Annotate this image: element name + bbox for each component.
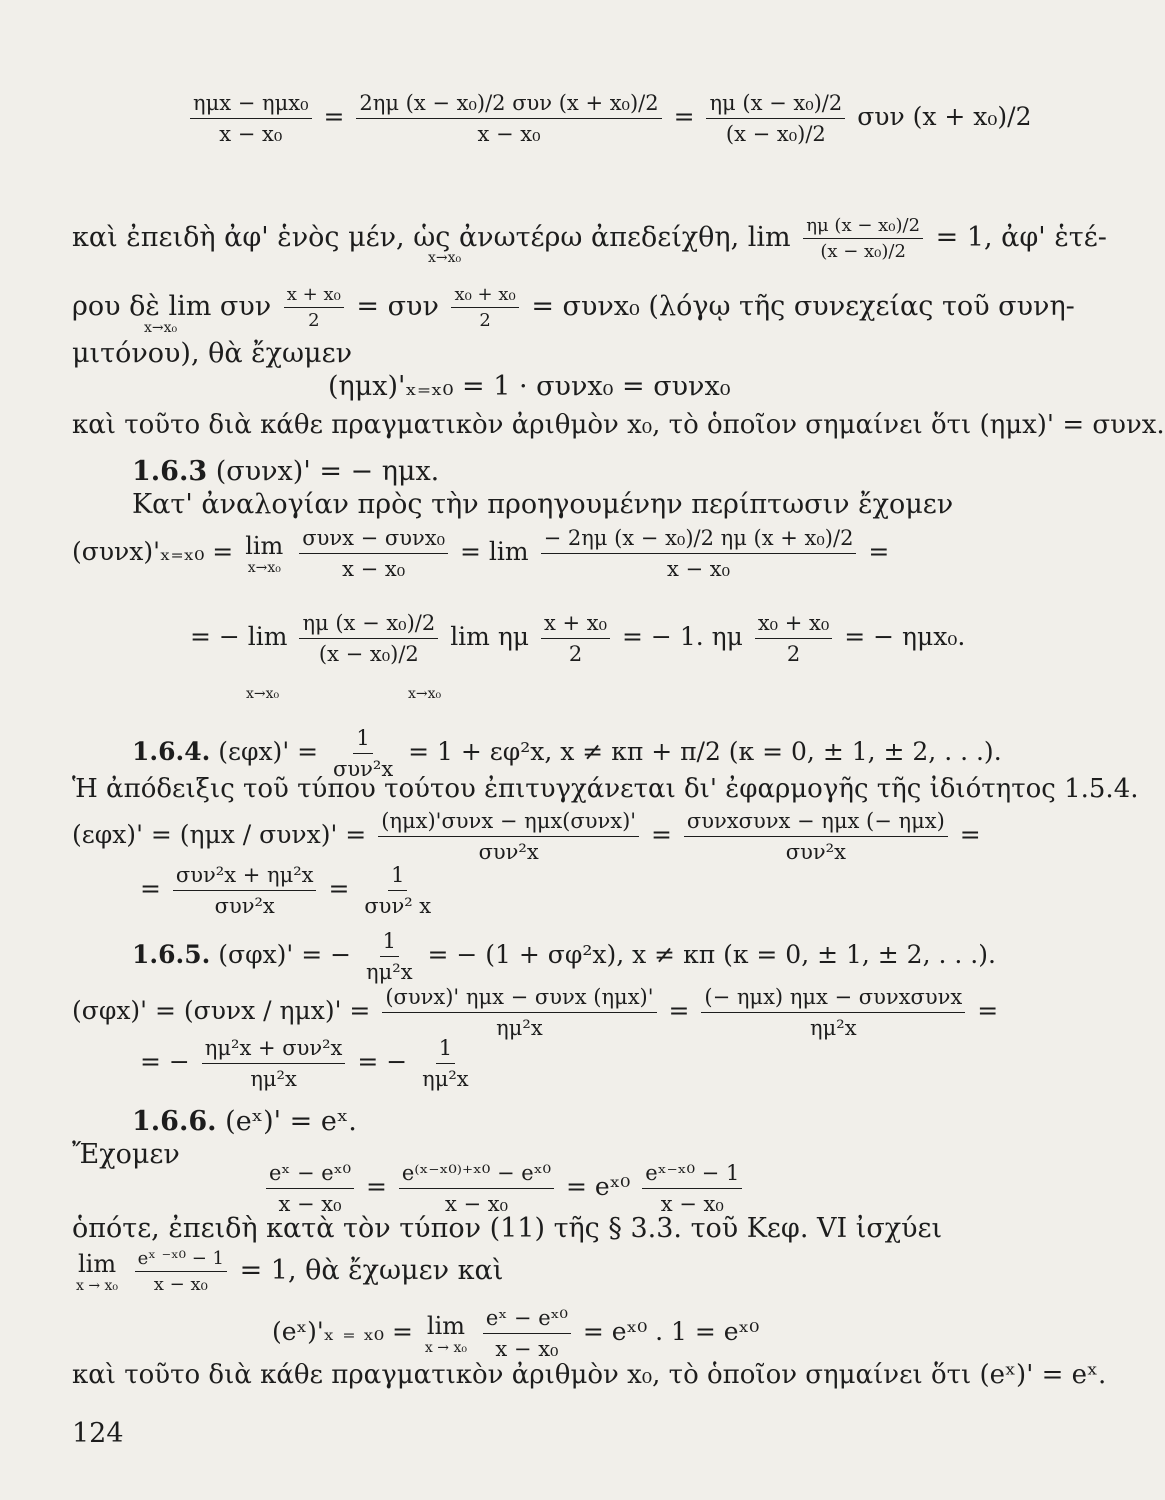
equation-derivative-cosine	[72, 525, 889, 582]
equals-sign: =	[673, 102, 695, 131]
numerator: συνx − συνx₀	[299, 525, 448, 554]
equals-sign: =	[140, 874, 161, 903]
fraction	[706, 90, 845, 147]
equation-derivative-cotangent-continued	[140, 1035, 476, 1092]
equals-sign: =	[668, 996, 690, 1025]
equation-derivative-cotangent	[72, 984, 998, 1041]
denominator: ημ²x	[496, 1016, 543, 1040]
denominator: x − x₀	[477, 122, 541, 146]
numerator: 1	[353, 725, 372, 754]
denominator: (x − x₀)/2	[318, 642, 419, 666]
numerator: ημ²x + συν²x	[202, 1035, 346, 1064]
section-formula: (σφx)' = −	[218, 940, 352, 969]
fraction	[284, 284, 344, 331]
denominator: ημ²x	[366, 960, 413, 984]
equals-sign: =	[977, 996, 999, 1025]
denominator: 2	[308, 310, 320, 331]
equation-derivative-tangent	[72, 808, 981, 865]
text: καὶ ἐπειδὴ ἀφ' ἑνὸς μέν, ὡς ἀνωτέρω ἀπεδείχθη, lim	[72, 222, 791, 253]
denominator: συν²x	[333, 757, 394, 781]
numerator: (− ημx) ημx − συνxσυνx	[701, 984, 965, 1013]
denominator: 2	[568, 642, 583, 666]
text-line: Ἔχομεν	[72, 1139, 180, 1170]
denominator: συν² x	[364, 894, 432, 918]
lhs: (eˣ)'ₓ ₌ ₓ₀ =	[272, 1317, 413, 1346]
cosine-factor: συν (x + x₀)/2	[857, 102, 1032, 131]
numerator: 1	[380, 928, 399, 957]
limit-word: lim	[245, 531, 284, 560]
numerator: eˣ − eˣ⁰	[266, 1160, 354, 1189]
limit-subscript: x→x₀	[246, 686, 280, 702]
numerator: 1	[388, 862, 407, 891]
text: = 1, ἀφ' ἑτέ-	[935, 222, 1107, 253]
numerator: ημ (x − x₀)/2	[299, 610, 438, 639]
fraction	[299, 610, 438, 667]
equals-sign: =	[959, 820, 981, 849]
lhs: (συνx)'ₓ₌ₓ₀ =	[72, 537, 234, 566]
equals-sign: =	[651, 820, 672, 849]
text: = − ημx₀.	[844, 622, 966, 651]
text: = − 1. ημ	[622, 622, 743, 651]
denominator: x − x₀	[660, 1192, 724, 1216]
limit-subscript: x→x₀	[247, 559, 281, 576]
text-line: Ἡ ἀπόδειξις τοῦ τύπου τούτου ἐπιτυγχάνεται δι' ἐφαρμογῆς τῆς ἰδιότητος 1.5.4.	[72, 774, 1139, 804]
denominator: (x − x₀)/2	[725, 122, 826, 146]
section-formula: (εφx)' =	[218, 737, 319, 766]
section-formula: (συνx)' = − ημx.	[215, 456, 440, 487]
lhs: (σφx)' = (συνx / ημx)' =	[72, 996, 371, 1025]
text-line: ὁπότε, ἐπειδὴ κατὰ τὸν τύπον (11) τῆς § 3.3. τοῦ Κεφ. VI ἰσχύει	[72, 1213, 943, 1244]
denominator: x − x₀	[153, 1274, 208, 1295]
numerator: ημ (x − x₀)/2	[803, 215, 923, 239]
numerator: x + x₀	[284, 284, 344, 308]
text: = 1, θὰ ἔχωμεν καὶ	[239, 1255, 504, 1286]
equals-sign: = −	[357, 1047, 408, 1076]
equals-sign: =	[365, 1172, 387, 1201]
fraction	[684, 808, 948, 865]
denominator: συν²x	[214, 894, 275, 918]
section-formula: = − (1 + σφ²x), x ≠ κπ (κ = 0, ± 1, ± 2, . . .).	[427, 940, 996, 969]
denominator: ημ²x	[250, 1067, 297, 1091]
denominator: 2	[786, 642, 801, 666]
numerator: ημ (x − x₀)/2	[706, 90, 845, 119]
numerator: eˣ⁻ˣ⁰ − 1	[642, 1160, 742, 1189]
section-heading	[132, 1105, 357, 1139]
limit-subscript: x→x₀	[408, 686, 442, 702]
fraction	[202, 1035, 346, 1092]
text-line	[72, 215, 1107, 262]
section-formula: = 1 + εφ²x, x ≠ κπ + π/2 (κ = 0, ± 1, ± 2, . . .).	[408, 737, 1002, 766]
limit-subscript: x→x₀	[428, 250, 462, 266]
section-heading	[132, 928, 996, 985]
numerator: 2ημ (x − x₀)/2 συν (x + x₀)/2	[356, 90, 661, 119]
section-formula: (eˣ)' = eˣ.	[225, 1106, 357, 1137]
equals-sign: =	[323, 102, 345, 131]
limit	[425, 1312, 467, 1356]
limit	[76, 1250, 118, 1294]
text-line	[72, 1248, 503, 1295]
limit	[245, 532, 283, 576]
numerator: x₀ + x₀	[451, 284, 518, 308]
text: = lim	[460, 537, 529, 566]
fraction	[382, 984, 656, 1041]
equals-sign: = −	[140, 1047, 190, 1076]
fraction	[190, 90, 312, 147]
lhs: (εφx)' = (ημx / συνx)' =	[72, 820, 367, 849]
limit-subscript: x → x₀	[76, 1277, 119, 1294]
text: = − lim	[190, 622, 288, 651]
fraction	[419, 1035, 472, 1092]
numerator: συνxσυνx − ημx (− ημx)	[684, 808, 948, 837]
numerator: x₀ + x₀	[755, 610, 832, 639]
text: = συν	[356, 291, 439, 322]
denominator: x − x₀	[219, 122, 283, 146]
fraction	[541, 525, 857, 582]
section-number: 1.6.3	[132, 456, 208, 487]
numerator: συν²x + ημ²x	[173, 862, 317, 891]
fraction	[299, 525, 448, 582]
fraction	[483, 1305, 571, 1362]
text-line: Κατ' ἀναλογίαν πρὸς τὴν προηγουμένην περίπτωσιν ἔχομεν	[132, 489, 954, 520]
numerator: eˣ ⁻ˣ⁰ − 1	[135, 1248, 227, 1272]
numerator: ημx − ημx₀	[190, 90, 312, 119]
fraction	[803, 215, 923, 262]
limit-word: lim	[77, 1249, 117, 1278]
fraction	[363, 928, 416, 985]
numerator: eˣ − eˣ⁰	[483, 1305, 571, 1334]
numerator: x + x₀	[541, 610, 610, 639]
denominator: x − x₀	[666, 557, 731, 581]
equation-derivative-exponential	[272, 1305, 759, 1362]
text: = eˣ⁰ . 1 = eˣ⁰	[582, 1317, 760, 1346]
fraction	[173, 862, 317, 919]
numerator: (ημx)'συνx − ημx(συνx)'	[378, 808, 639, 837]
denominator: x − x₀	[278, 1192, 342, 1216]
denominator: ημ²x	[422, 1067, 469, 1091]
equation-derivative-tangent-continued	[140, 862, 438, 919]
denominator: συν²x	[785, 840, 846, 864]
denominator: (x − x₀)/2	[820, 241, 906, 262]
denominator: x − x₀	[495, 1337, 559, 1361]
limit-word: lim	[426, 1311, 465, 1340]
fraction	[451, 284, 518, 331]
text: = eˣ⁰	[566, 1172, 631, 1201]
numerator: − 2ημ (x − x₀)/2 ημ (x + x₀)/2	[541, 525, 857, 554]
fraction	[642, 1160, 742, 1217]
equation-derivative-sine: (ημx)'ₓ₌ₓ₀ = 1 · συνx₀ = συνx₀	[328, 371, 731, 402]
denominator: 2	[479, 310, 491, 331]
numerator: e⁽ˣ⁻ˣ⁰⁾⁺ˣ⁰ − eˣ⁰	[399, 1160, 554, 1189]
fraction	[356, 90, 661, 147]
denominator: συν²x	[478, 840, 539, 864]
section-heading	[132, 455, 439, 489]
text-line	[72, 284, 1075, 331]
fraction	[701, 984, 965, 1041]
fraction	[135, 1248, 227, 1295]
fraction	[399, 1160, 554, 1217]
denominator: ημ²x	[810, 1016, 857, 1040]
text-line: καὶ τοῦτο διὰ κάθε πραγματικὸν ἀριθμὸν x₀, τὸ ὁποῖον σημαίνει ὅτι (eˣ)' = eˣ.	[72, 1360, 1107, 1390]
equals-sign: =	[868, 537, 890, 566]
fraction	[755, 610, 832, 667]
fraction	[361, 862, 434, 919]
limit-subscript: x → x₀	[424, 1339, 467, 1356]
equation-exponential-quotient	[262, 1160, 746, 1217]
section-number: 1.6.5.	[132, 940, 211, 969]
text: = συνx₀ (λόγῳ τῆς συνεχείας τοῦ συνη-	[531, 291, 1075, 322]
numerator: (συνx)' ημx − συνx (ημx)'	[382, 984, 656, 1013]
limit-subscript: x→x₀	[144, 320, 178, 336]
text-line: καὶ τοῦτο διὰ κάθε πραγματικὸν ἀριθμὸν x₀, τὸ ὁποῖον σημαίνει ὅτι (ημx)' = συνx.	[72, 410, 1165, 440]
text: lim ημ	[450, 622, 530, 651]
equation-derivative-cosine-continued	[190, 610, 965, 667]
fraction	[266, 1160, 354, 1217]
equation-difference-quotient-sine	[186, 90, 1032, 147]
fraction	[378, 808, 639, 865]
section-number: 1.6.4.	[132, 737, 211, 766]
section-number: 1.6.6.	[132, 1106, 217, 1137]
denominator: x − x₀	[342, 557, 406, 581]
text: ρου δὲ lim συν	[72, 291, 272, 322]
numerator: 1	[436, 1035, 455, 1064]
denominator: x − x₀	[444, 1192, 508, 1216]
page-number: 124	[72, 1418, 124, 1449]
text-line: μιτόνου), θὰ ἔχωμεν	[72, 338, 352, 369]
equals-sign: =	[328, 874, 350, 903]
fraction	[541, 610, 610, 667]
